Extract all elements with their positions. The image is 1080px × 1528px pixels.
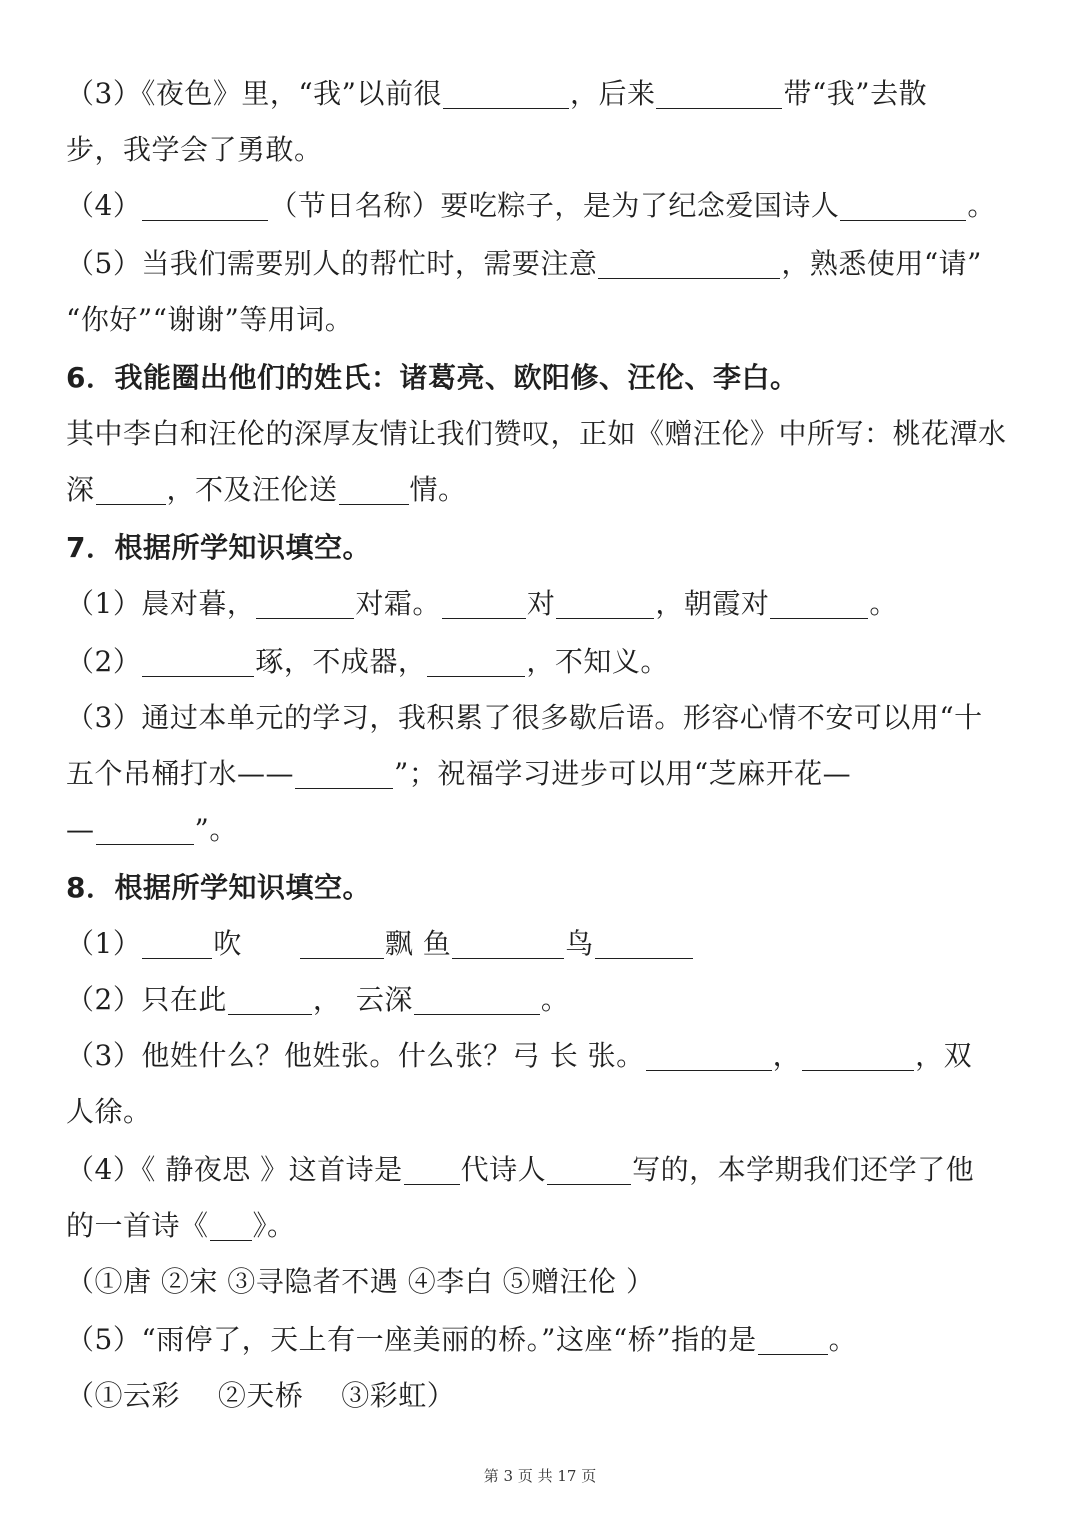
question-line: [66, 1320, 1020, 1360]
fill-in-blank[interactable]: [414, 984, 540, 1015]
question-text: 深: [66, 473, 95, 506]
question-text: 步，我学会了勇敢。: [66, 133, 323, 166]
question-text: （3）通过本单元的学习，我积累了很多歇后语。形容心情不安可以用“十: [66, 701, 983, 734]
question-text: 。: [540, 983, 570, 1016]
fill-in-blank[interactable]: [656, 78, 782, 109]
question-text: 7．根据所学知识填空。: [66, 531, 371, 564]
question-text: ，后来: [569, 77, 656, 110]
question-text: （5）“雨停了，天上有一座美丽的桥。”这座“桥”指的是: [66, 1323, 757, 1356]
question-text: 对霜。: [355, 587, 441, 620]
question-text: （节日名称）要吃粽子，是为了纪念爱国诗人: [269, 189, 840, 222]
question-text: 对: [526, 587, 556, 620]
fill-in-blank[interactable]: [228, 984, 312, 1015]
fill-in-blank[interactable]: [427, 646, 525, 677]
question-text: —: [66, 813, 95, 846]
fill-in-blank[interactable]: [142, 646, 254, 677]
question-text: （3）他姓什么？他姓张。什么张？弓 长 张。: [66, 1039, 645, 1072]
question-line: [66, 414, 1020, 454]
question-text: 6．我能圈出他们的姓氏：诸葛亮、欧阳修、汪伦、李白。: [66, 361, 799, 394]
fill-in-blank[interactable]: [442, 588, 526, 619]
question-line: [66, 300, 1020, 340]
question-text: （2）: [66, 645, 142, 678]
question-text: （1）晨对暮，: [66, 587, 256, 620]
question-line: [66, 1376, 1020, 1416]
question-text: ，: [772, 1039, 802, 1072]
question-text: 鸟: [565, 927, 594, 960]
question-text: ， 云深: [312, 983, 413, 1016]
fill-in-blank[interactable]: [300, 928, 384, 959]
question-text: 情。: [409, 473, 467, 506]
question-text: ，不及汪伦送: [166, 473, 338, 506]
question-text: （4）: [66, 189, 142, 222]
question-text: “你好”“谢谢”等用词。: [66, 303, 354, 336]
question-line: [66, 754, 1020, 794]
question-line: [66, 980, 1020, 1020]
page-footer: 第 3 页 共 17 页: [483, 1467, 597, 1485]
question-text: （4）《 静夜思 》这首诗是: [66, 1153, 403, 1186]
fill-in-blank[interactable]: [452, 928, 564, 959]
question-text: 人徐。: [66, 1095, 152, 1128]
fill-in-blank[interactable]: [404, 1154, 460, 1185]
question-text: 其中李白和汪伦的深厚友情让我们赞叹，正如《赠汪伦》中所写：桃花潭水: [66, 417, 1007, 450]
question-text: ，不知义。: [526, 645, 669, 678]
question-text: 》。: [252, 1209, 296, 1242]
question-line: [66, 1036, 1020, 1076]
fill-in-blank[interactable]: [142, 190, 268, 221]
question-text: ，双: [915, 1039, 973, 1072]
question-line: [66, 1206, 1020, 1246]
question-text: ”。: [194, 813, 238, 846]
question-text: 的一首诗《: [66, 1209, 209, 1242]
question-text: （2）只在此: [66, 983, 227, 1016]
question-line: [66, 130, 1020, 170]
fill-in-blank[interactable]: [96, 474, 166, 505]
question-text: 琢，不成器，: [255, 645, 427, 678]
fill-in-blank[interactable]: [758, 1324, 828, 1355]
question-text: （①云彩 ②天桥 ③彩虹）: [66, 1379, 456, 1412]
question-text: 飘 鱼: [384, 927, 452, 960]
question-line: [66, 810, 1020, 850]
fill-in-blank[interactable]: [142, 928, 212, 959]
question-line: [66, 924, 1020, 964]
section-heading: [66, 358, 1020, 398]
question-text: 带“我”去散: [783, 77, 928, 110]
fill-in-blank[interactable]: [339, 474, 409, 505]
question-text: 8．根据所学知识填空。: [66, 871, 371, 904]
fill-in-blank[interactable]: [646, 1040, 772, 1071]
question-line: [66, 186, 1020, 226]
question-line: [66, 244, 1020, 284]
fill-in-blank[interactable]: [256, 588, 354, 619]
question-line: [66, 1150, 1020, 1190]
question-text: 。: [869, 587, 898, 620]
fill-in-blank[interactable]: [840, 190, 966, 221]
question-text: 代诗人: [460, 1153, 547, 1186]
question-text: ，熟悉使用“请”: [781, 247, 982, 280]
question-text: （①唐 ②宋 ③寻隐者不遇 ④李白 ⑤赠汪伦 ）: [66, 1265, 655, 1298]
fill-in-blank[interactable]: [770, 588, 868, 619]
question-line: [66, 1262, 1020, 1302]
fill-in-blank[interactable]: [443, 78, 569, 109]
question-text: ，朝霞对: [655, 587, 770, 620]
fill-in-blank[interactable]: [96, 814, 194, 845]
question-text: 写的，本学期我们还学了他: [632, 1153, 975, 1186]
question-line: [66, 642, 1020, 682]
question-line: [66, 1092, 1020, 1132]
section-heading: [66, 528, 1020, 568]
question-text: 。: [967, 189, 996, 222]
fill-in-blank[interactable]: [210, 1210, 252, 1241]
question-line: [66, 698, 1020, 738]
question-text: ”；祝福学习进步可以用“芝麻开花—: [394, 757, 852, 790]
question-line: [66, 584, 1020, 624]
question-text: 吹: [213, 927, 299, 960]
question-text: 五个吊桶打水——: [66, 757, 295, 790]
question-text: 。: [828, 1323, 858, 1356]
fill-in-blank[interactable]: [595, 928, 693, 959]
fill-in-blank[interactable]: [598, 248, 780, 279]
question-line: [66, 470, 1020, 510]
question-text: （3）《夜色》里，“我”以前很: [66, 77, 442, 110]
fill-in-blank[interactable]: [802, 1040, 914, 1071]
question-text: （1）: [66, 927, 142, 960]
fill-in-blank[interactable]: [547, 1154, 631, 1185]
question-line: [66, 74, 1020, 114]
fill-in-blank[interactable]: [556, 588, 654, 619]
question-text: （5）当我们需要别人的帮忙时，需要注意: [66, 247, 598, 280]
fill-in-blank[interactable]: [295, 758, 393, 789]
section-heading: [66, 868, 1020, 908]
